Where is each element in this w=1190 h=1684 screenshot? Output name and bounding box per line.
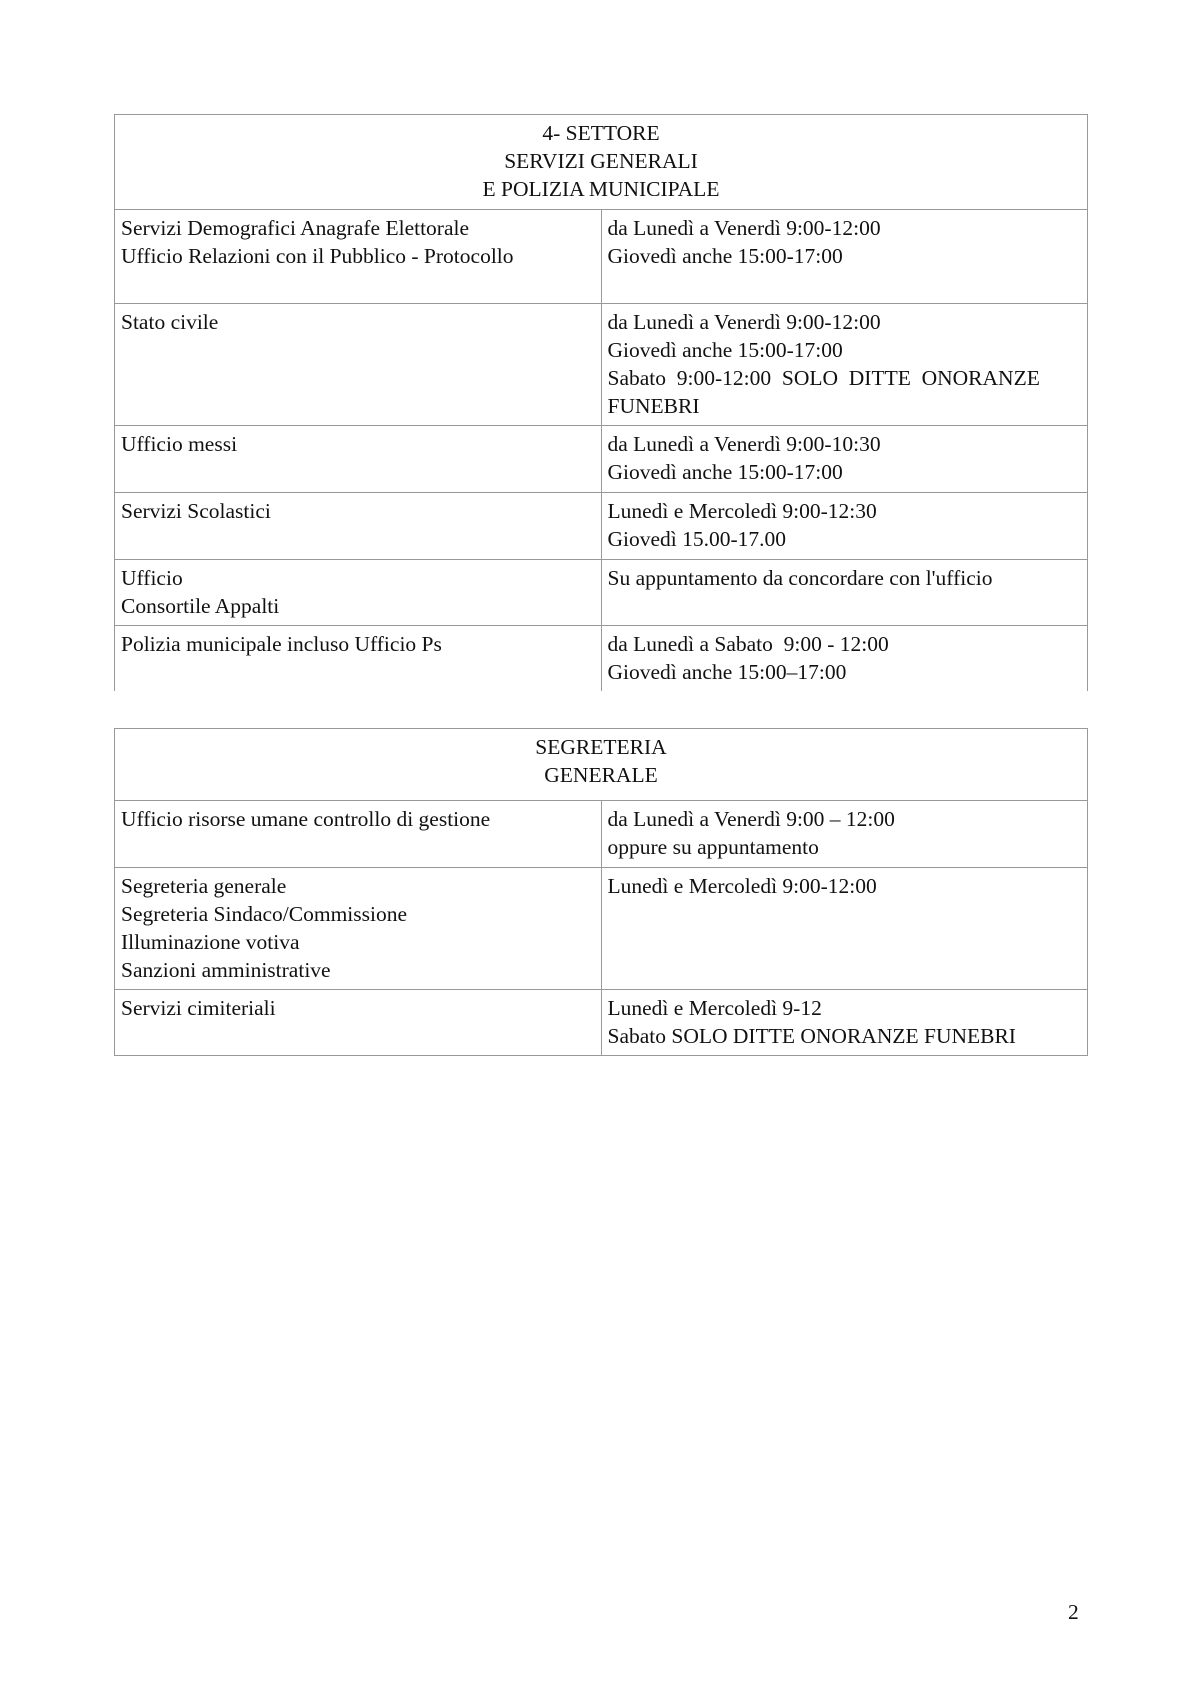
hours-cell (601, 626, 1088, 691)
header-line: SEGRETERIA (535, 735, 667, 759)
text-line: da Lunedì a Venerdì 9:00-12:00 (607, 310, 881, 334)
header-line: SERVIZI GENERALI (504, 149, 698, 173)
text-line: da Lunedì a Venerdì 9:00-12:00 (607, 216, 881, 240)
text-line: da Lunedì a Venerdì 9:00 – 12:00 (607, 807, 895, 831)
office-cell (115, 626, 602, 691)
text-line: Polizia municipale incluso Ufficio Ps (121, 632, 442, 656)
page-number: 2 (1068, 1600, 1079, 1624)
office-cell (115, 868, 602, 990)
text-line: Sabato SOLO DITTE ONORANZE FUNEBRI (607, 1024, 1016, 1048)
table-row (115, 304, 1088, 426)
text-line: Servizi Demografici Anagrafe Elettorale (121, 216, 470, 240)
text-line: Ufficio Relazioni con il Pubblico - Protocollo (121, 244, 514, 268)
text-line: Su appuntamento da concordare con l'ufficio (607, 566, 993, 590)
text-line: Consortile Appalti (121, 594, 280, 618)
text-line: Giovedì anche 15:00-17:00 (607, 460, 843, 484)
text-line: Sabato 9:00-12:00 SOLO DITTE ONORANZE (607, 366, 1040, 390)
text-line: da Lunedì a Venerdì 9:00-10:30 (607, 432, 881, 456)
office-cell (115, 210, 602, 304)
office-cell (115, 560, 602, 626)
hours-cell (601, 210, 1088, 304)
text-line: FUNEBRI (607, 394, 700, 418)
text-line: Segreteria Sindaco/Commissione (121, 902, 408, 926)
hours-cell (601, 426, 1088, 493)
office-cell (115, 426, 602, 493)
text-line: Lunedì e Mercoledì 9:00-12:30 (607, 499, 877, 523)
text-line: Sanzioni amministrative (121, 958, 331, 982)
header-line: E POLIZIA MUNICIPALE (482, 177, 720, 201)
text-line: Giovedì anche 15:00-17:00 (607, 338, 843, 362)
hours-cell (601, 868, 1088, 990)
table-servizi-generali (114, 114, 1088, 691)
hours-cell (601, 801, 1088, 868)
office-cell (115, 990, 602, 1056)
hours-cell (601, 560, 1088, 626)
table-row (115, 990, 1088, 1056)
text-line: Lunedì e Mercoledì 9-12 (607, 996, 822, 1020)
text-line: oppure su appuntamento (607, 835, 819, 859)
hours-cell (601, 990, 1088, 1056)
text-line: Ufficio risorse umane controllo di gestione (121, 807, 491, 831)
text-line: Illuminazione votiva (121, 930, 300, 954)
table-row (115, 560, 1088, 626)
table-row (115, 868, 1088, 990)
text-line: Segreteria generale (121, 874, 287, 898)
text-line: Servizi Scolastici (121, 499, 271, 523)
text-line: Ufficio messi (121, 432, 238, 456)
header-line: 4- SETTORE (542, 121, 660, 145)
text-line: Giovedì anche 15:00-17:00 (607, 244, 843, 268)
table-row (115, 210, 1088, 304)
table-header (115, 115, 1088, 210)
table-row (115, 801, 1088, 868)
table-row (115, 493, 1088, 560)
office-cell (115, 304, 602, 426)
table-header (115, 729, 1088, 801)
table-row (115, 626, 1088, 691)
hours-cell (601, 493, 1088, 560)
hours-cell (601, 304, 1088, 426)
text-line: Servizi cimiteriali (121, 996, 276, 1020)
text-line: Lunedì e Mercoledì 9:00-12:00 (607, 874, 877, 898)
table-segreteria-generale (114, 728, 1088, 1056)
text-line: Giovedì anche 15:00–17:00 (607, 660, 847, 684)
office-cell (115, 493, 602, 560)
text-line: da Lunedì a Sabato 9:00 - 12:00 (607, 632, 889, 656)
text-line: Stato civile (121, 310, 219, 334)
table-row (115, 426, 1088, 493)
text-line: Giovedì 15.00-17.00 (607, 527, 787, 551)
text-line: Ufficio (121, 566, 183, 590)
office-cell (115, 801, 602, 868)
header-line: GENERALE (544, 763, 658, 787)
